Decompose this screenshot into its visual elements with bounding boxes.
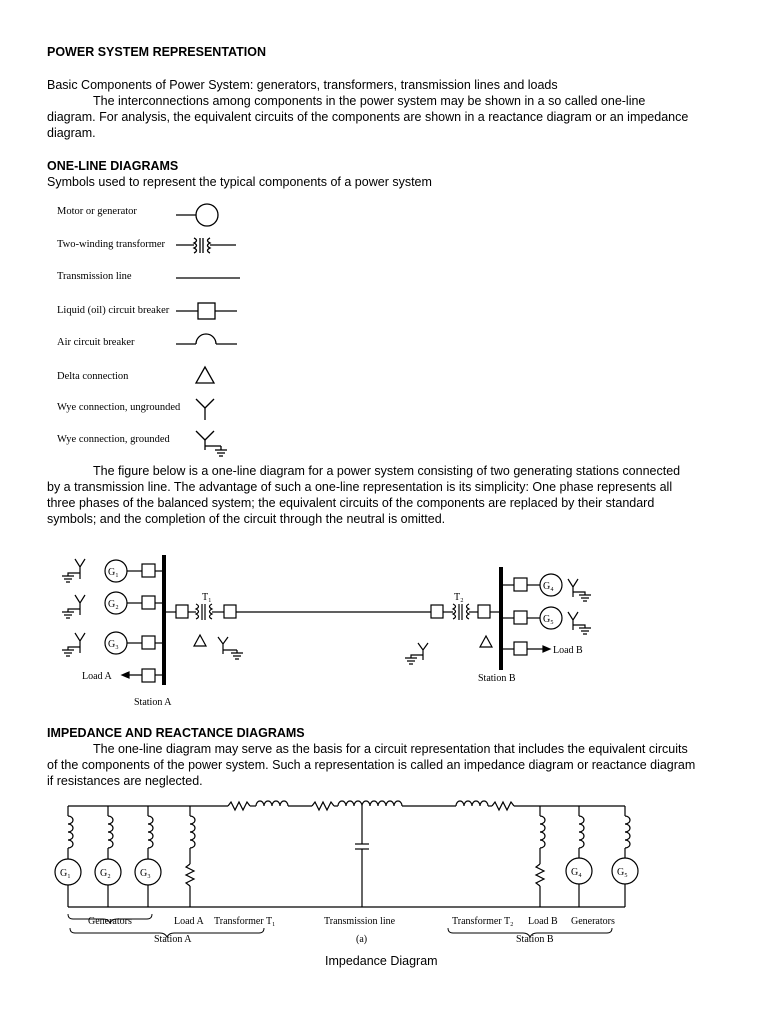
- wye-grounded-icon: [196, 431, 227, 456]
- transformer-icon: [176, 238, 236, 253]
- symbol-legend-graphics: [170, 198, 250, 460]
- g5-label: G₅: [543, 614, 554, 625]
- label-station-a: Station A: [154, 934, 192, 945]
- g2-label: G₂: [108, 599, 119, 610]
- label-generators-a: Generators: [88, 916, 132, 927]
- air-breaker-icon: [176, 334, 237, 344]
- impedance-load-a: [186, 806, 195, 907]
- impedance-para-line: if resistances are neglected.: [47, 774, 203, 788]
- delta-icon: [196, 367, 214, 383]
- load-a-label: Load A: [82, 671, 112, 682]
- g1-label: G₁: [108, 567, 119, 578]
- symbol-label-delta: Delta connection: [57, 371, 129, 382]
- oil-breaker-icon: [176, 303, 237, 319]
- figure-para-line: The figure below is a one-line diagram for a power system consisting of two generating stations connected: [93, 464, 681, 478]
- figure-para-line: symbols; and the completion of the circuit through the neutral is omitted.: [47, 512, 446, 526]
- figure-para-line: by a transmission line. The advantage of such a one-line representation is its simplicity: One phase represents all: [47, 480, 673, 494]
- wye-ungrounded-icon: [196, 399, 214, 420]
- g4-label: G₄: [543, 581, 554, 592]
- inductor-t2: [456, 801, 488, 806]
- symbols-intro: Symbols used to represent the typical components of a power system: [47, 175, 432, 189]
- inductor-t1: [256, 801, 288, 806]
- resistor-line: [312, 802, 334, 810]
- intro-line: Basic Components of Power System: generators, transformers, transmission lines and loads: [47, 78, 558, 92]
- symbol-label-oil-breaker: Liquid (oil) circuit breaker: [57, 305, 170, 316]
- intro-para-line: diagram.: [47, 126, 96, 140]
- label-transmission-line: Transmission line: [324, 916, 396, 927]
- load-b: [501, 642, 550, 655]
- inductor-line-a: [338, 801, 370, 806]
- transformer-t1: [164, 604, 243, 659]
- doc-title: POWER SYSTEM REPRESENTATION: [47, 45, 267, 59]
- label-transformer-t1: Transformer T₁: [214, 916, 276, 927]
- impedance-g5: [612, 806, 638, 907]
- impedance-g4: [566, 806, 592, 907]
- top-bus: [68, 801, 625, 810]
- load-a: [122, 669, 164, 682]
- imp-g5-label: G₅: [617, 867, 628, 878]
- resistor-t1: [228, 802, 250, 810]
- inductor-line-b: [370, 801, 402, 806]
- label-load-a: Load A: [174, 916, 204, 927]
- one-line-heading: ONE-LINE DIAGRAMS: [47, 159, 179, 173]
- g3-label: G₃: [108, 639, 119, 650]
- intro-para-line: diagram. For analysis, the equivalent circuits of the components are shown in a reactance diagram or an impedance: [47, 110, 689, 124]
- imp-g2-label: G₂: [100, 868, 111, 879]
- impedance-para-line: of the components of the power system. Such a representation is called an impedance diagram or reactance diagram: [47, 758, 696, 772]
- label-load-b: Load B: [528, 916, 558, 927]
- imp-g1-label: G₁: [60, 868, 71, 879]
- label-transformer-t2: Transformer T₂: [452, 916, 514, 927]
- impedance-diagram: [50, 792, 650, 952]
- imp-g4-label: G₄: [571, 867, 582, 878]
- station-a-label: Station A: [134, 697, 172, 708]
- motor-generator-icon: [176, 204, 218, 226]
- label-part-a: (a): [356, 934, 368, 945]
- figure-caption: Impedance Diagram: [325, 954, 438, 968]
- impedance-g1: [55, 806, 81, 907]
- resistor-t2: [492, 802, 514, 810]
- intro-para-line: The interconnections among components in the power system may be shown in a so called one-line: [93, 94, 646, 108]
- t2-label: T₂: [454, 592, 464, 603]
- impedance-para-line: The one-line diagram may serve as the basis for a circuit representation that includes the equivalent circuits: [93, 742, 688, 756]
- impedance-g3: [135, 806, 161, 907]
- figure-para-line: three phases of the balanced system; the equivalent circuits of the components are replaced by their standard: [47, 496, 655, 510]
- impedance-load-b: [536, 806, 545, 907]
- symbol-label-transmission-line: Transmission line: [57, 271, 132, 282]
- transformer-t2: [405, 604, 501, 664]
- symbol-label-motor: Motor or generator: [57, 206, 137, 217]
- impedance-capacitor: [355, 806, 369, 907]
- one-line-diagram: [50, 545, 610, 715]
- label-generators-b: Generators: [571, 916, 615, 927]
- station-b-label: Station B: [478, 673, 516, 684]
- impedance-heading: IMPEDANCE AND REACTANCE DIAGRAMS: [47, 726, 305, 740]
- label-station-b: Station B: [516, 934, 554, 945]
- symbol-label-wye-grounded: Wye connection, grounded: [57, 434, 170, 445]
- impedance-g2: [95, 806, 121, 907]
- symbol-label-air-breaker: Air circuit breaker: [57, 337, 135, 348]
- symbol-label-transformer: Two-winding transformer: [57, 239, 166, 250]
- t1-label: T₁: [202, 592, 212, 603]
- load-b-label: Load B: [553, 645, 583, 656]
- symbol-label-wye-ungrounded: Wye connection, ungrounded: [57, 402, 181, 413]
- imp-g3-label: G₃: [140, 868, 151, 879]
